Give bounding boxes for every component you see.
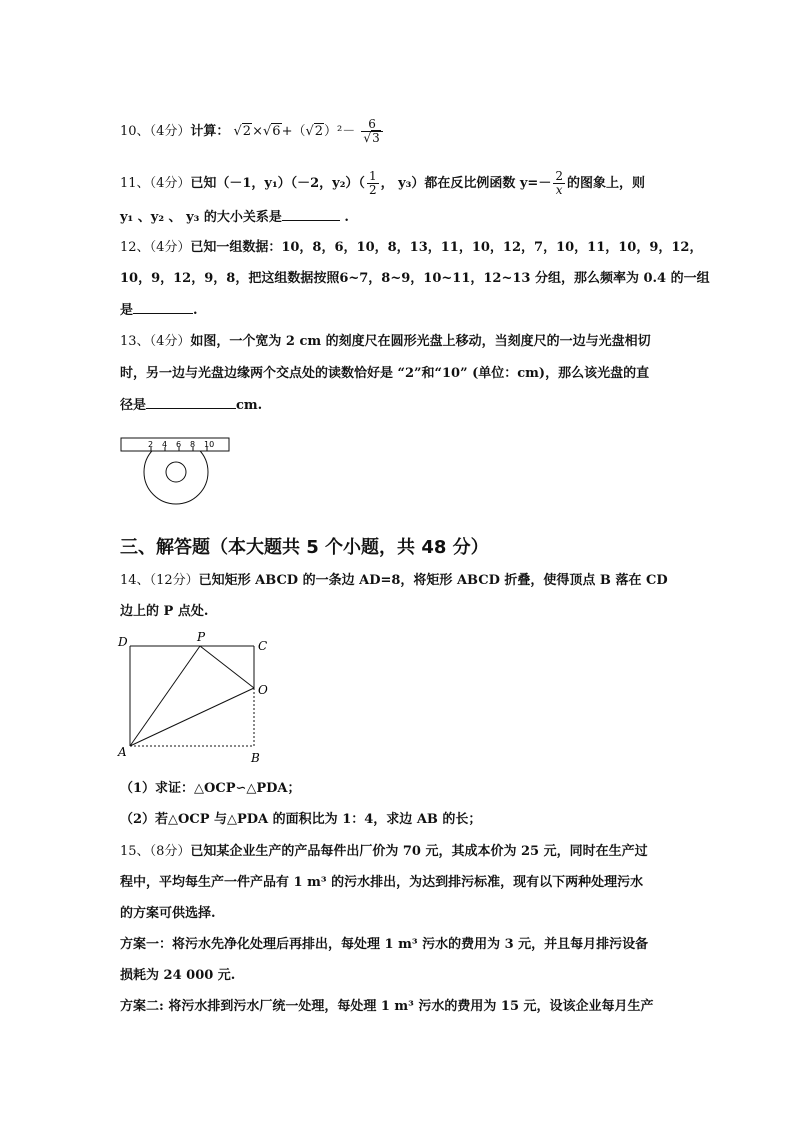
section-3-heading: 三、解答题（本大题共 5 个小题，共 48 分）: [120, 537, 489, 558]
question-score: （4分）: [149, 240, 191, 255]
fold-po: [200, 646, 254, 688]
operator: ）²－: [324, 124, 356, 139]
label-o: O: [258, 683, 268, 697]
question-10: 10、（4分）计算： √2×√6+（√2）²－ $\frac{6}{√3}$: [120, 118, 385, 145]
question-15-line-3: [120, 905, 216, 923]
fraction: [553, 170, 565, 197]
label-d: D: [118, 635, 128, 649]
question-14-part-1: [120, 780, 301, 798]
answer-blank[interactable]: [146, 396, 236, 409]
question-score: （12分）: [149, 573, 199, 588]
question-number: 11: [120, 176, 137, 191]
question-score: （8分）: [149, 844, 191, 859]
question-text: 方案二: 将污水排到污水厂统一处理，每处理 1 m³ 污水的费用为 15 元，设该企业每月生产: [120, 999, 654, 1014]
radicand: 2: [314, 124, 324, 139]
question-12: 12、（4分）已知一组数据：10，8，6，10，8，13，11，10，12，7，10，11，10，9，12，: [120, 240, 703, 255]
question-text: 的图象上，则: [566, 176, 645, 191]
question-number: 12: [120, 240, 137, 255]
denominator: √3: [363, 131, 380, 145]
radicand: 6: [272, 124, 281, 139]
question-text: 方案一：将污水先净化处理后再排出，每处理 1 m³ 污水的费用为 3 元，并且每月排污设备: [120, 937, 649, 952]
sqrt-expression: √2: [233, 124, 252, 139]
rectangle-fold-figure: [112, 628, 292, 768]
question-number: 10: [120, 124, 137, 139]
radicand: 2: [242, 124, 252, 139]
ruler-tick-label: 10: [204, 440, 215, 449]
radicand: 3: [372, 131, 380, 145]
question-15-line-2: [120, 874, 643, 892]
question-15: 15、（8分）已知某企业生产的产品每件出厂价为 70 元，其成本价为 25 元，同时在生产过: [120, 844, 648, 859]
question-text: 如图，一个宽为 2 cm 的刻度尺在圆形光盘上移动，当刻度尺的一边与光盘相切: [190, 334, 651, 349]
answer-blank[interactable]: [282, 208, 340, 221]
sqrt-expression: √2: [305, 124, 324, 139]
question-text: 径是: [120, 398, 147, 413]
question-13-line-2: [120, 365, 649, 383]
times-sign: ×: [252, 124, 263, 139]
question-text: 边上的 P 点处.: [120, 604, 209, 619]
question-text: （2）若△OCP 与△PDA 的面积比为 1：4，求边 AB 的长；: [120, 812, 482, 827]
question-text: 损耗为 24 000 元.: [120, 968, 236, 983]
disc-inner-circle: [166, 462, 186, 482]
ruler-tick-label: 4: [162, 440, 168, 449]
question-text: 已知一组数据：10，8，6，10，8，13，11，10，12，7，10，11，10，9，12，: [190, 240, 703, 255]
question-number: 13: [120, 334, 137, 349]
question-number: 14: [120, 573, 137, 588]
numerator: 2: [555, 169, 563, 183]
question-14-line-2: [120, 603, 208, 621]
question-text: 10，9，12，9，8，把这组数据按照6~7，8~9，10~11，12~13 分组，那么频率为 0.4 的一组: [120, 271, 710, 286]
question-lead: 计算：: [190, 124, 230, 139]
question-score: （4分）: [149, 124, 191, 139]
question-11: 11、（4分）已知（－1，y₁）（－2，y₂）（ $\frac{1}{2}$ ， y₃）都在反比例函数 y=－ $\frac{2}{x}$ 的图象上，则: [120, 169, 645, 197]
question-score: （4分）: [149, 334, 191, 349]
ruler-disc-figure: [118, 434, 238, 514]
question-text: ， y₃）都在反比例函数 y=－: [380, 176, 552, 191]
numerator: 6: [361, 118, 382, 132]
question-text: 时，另一边与光盘边缘两个交点处的读数恰好是 “2”和“10” (单位：cm)，那么该光盘的直: [120, 366, 650, 381]
question-text: 程中，平均每生产一件产品有 1 m³ 的污水排出，为达到排污标准，现有以下两种处理污水: [120, 875, 644, 890]
question-13-line-3: [120, 396, 262, 415]
label-b: B: [251, 751, 260, 765]
question-text: 的方案可供选择.: [120, 906, 216, 921]
numerator: 1: [368, 169, 377, 183]
fold-ap: [130, 646, 200, 746]
question-score: （4分）: [149, 176, 191, 191]
question-number: 15: [120, 844, 137, 859]
question-text: y₁ 、y₂ 、 y₃ 的大小关系是: [120, 210, 282, 225]
question-text: 已知矩形 ABCD 的一条边 AD=8，将矩形 ABCD 折叠，使得顶点 B 落在 CD: [198, 573, 668, 588]
question-text: 已知（－1，y₁）（－2，y₂）（: [190, 176, 365, 191]
label-a: A: [118, 745, 127, 759]
fraction: [361, 118, 382, 145]
question-text: 是: [120, 303, 134, 318]
denominator: x: [555, 183, 563, 197]
question-13: 13、（4分）如图，一个宽为 2 cm 的刻度尺在圆形光盘上移动，当刻度尺的一边与光盘相切: [120, 334, 651, 349]
question-14-part-2: [120, 811, 481, 829]
ruler-tick-label: 8: [190, 440, 196, 449]
label-p: P: [197, 630, 206, 644]
question-15-plan-1-line-2: [120, 967, 235, 985]
question-text: .: [193, 303, 198, 318]
question-12-line-3: [120, 301, 198, 320]
question-text: 已知某企业生产的产品每件出厂价为 70 元，其成本价为 25 元，同时在生产过: [190, 844, 648, 859]
question-text: cm.: [236, 398, 263, 413]
sqrt-expression: √6: [262, 124, 281, 139]
question-11-line-2: [120, 208, 349, 227]
question-15-plan-1: [120, 936, 648, 954]
label-c: C: [258, 639, 268, 653]
question-12-line-2: [120, 270, 710, 288]
denominator: 2: [368, 183, 377, 197]
ruler-tick-label: 6: [176, 440, 182, 449]
question-14: 14、（12分）已知矩形 ABCD 的一条边 AD=8，将矩形 ABCD 折叠，使得顶点 B 落在 CD: [120, 573, 668, 588]
question-text: （1）求证：△OCP∽△PDA；: [120, 781, 301, 796]
question-text: .: [339, 210, 349, 225]
ruler-tick-label: 2: [148, 440, 154, 449]
fraction: [367, 170, 379, 197]
operator: +（: [281, 124, 306, 139]
answer-blank[interactable]: [133, 301, 193, 314]
fold-ao: [130, 688, 254, 746]
question-15-plan-2: [120, 998, 654, 1016]
